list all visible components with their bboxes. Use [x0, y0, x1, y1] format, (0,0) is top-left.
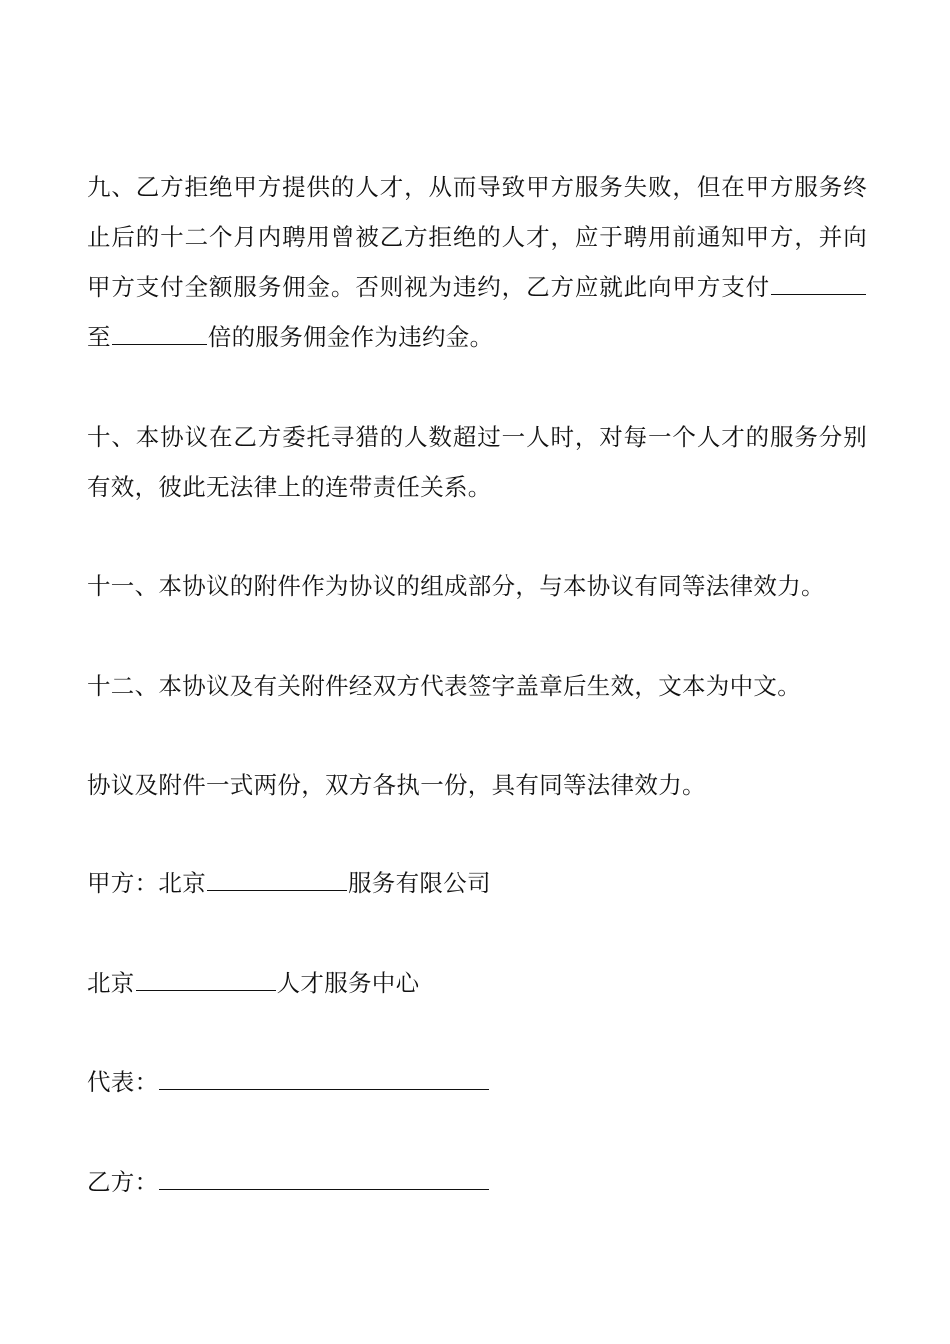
- service-center-suffix: 人才服务中心: [276, 969, 420, 997]
- copies-statement: [87, 760, 867, 810]
- service-center-blank: [136, 970, 276, 991]
- clause-ten-text: 十、本协议在乙方委托寻猎的人数超过一人时，对每一个人才的服务分别有效，彼此无法律上的连带责任关系。: [87, 423, 867, 501]
- party-b-line: [87, 1157, 867, 1207]
- party-b-signature-blank: [159, 1169, 489, 1190]
- clause-ten: [87, 412, 867, 512]
- clause-eleven: [87, 561, 867, 611]
- representative-signature-blank: [159, 1069, 489, 1090]
- clause-twelve-text: 十二、本协议及有关附件经双方代表签字盖章后生效，文本为中文。: [87, 672, 801, 700]
- penalty-max-blank: [112, 324, 207, 345]
- party-a-prefix: 甲方：北京: [87, 869, 206, 897]
- clause-eleven-text: 十一、本协议的附件作为协议的组成部分，与本协议有同等法律效力。: [87, 572, 825, 600]
- representative-label: 代表：: [87, 1068, 159, 1096]
- representative-line: [87, 1057, 867, 1107]
- party-a-suffix: 服务有限公司: [348, 869, 491, 897]
- clause-nine-end: 倍的服务佣金作为违约金。: [207, 323, 494, 351]
- clause-twelve: [87, 661, 867, 711]
- service-center-line: [87, 958, 867, 1008]
- party-a-company-blank: [207, 870, 347, 891]
- clause-nine: [87, 162, 867, 362]
- penalty-min-blank: [771, 274, 866, 295]
- service-center-prefix: 北京: [87, 969, 135, 997]
- clause-nine-middle: 至: [87, 323, 111, 351]
- clause-nine-text: 九、乙方拒绝甲方提供的人才，从而导致甲方服务失败，但在甲方服务终止后的十二个月内聘用曾被乙方拒绝的人才，应于聘用前通知甲方，并向甲方支付全额服务佣金。否则视为违约，乙方应就此向甲方支付: [87, 173, 867, 301]
- party-b-label: 乙方：: [87, 1168, 159, 1196]
- copies-statement-text: 协议及附件一式两份，双方各执一份，具有同等法律效力。: [87, 771, 706, 799]
- party-a-line: [87, 858, 867, 908]
